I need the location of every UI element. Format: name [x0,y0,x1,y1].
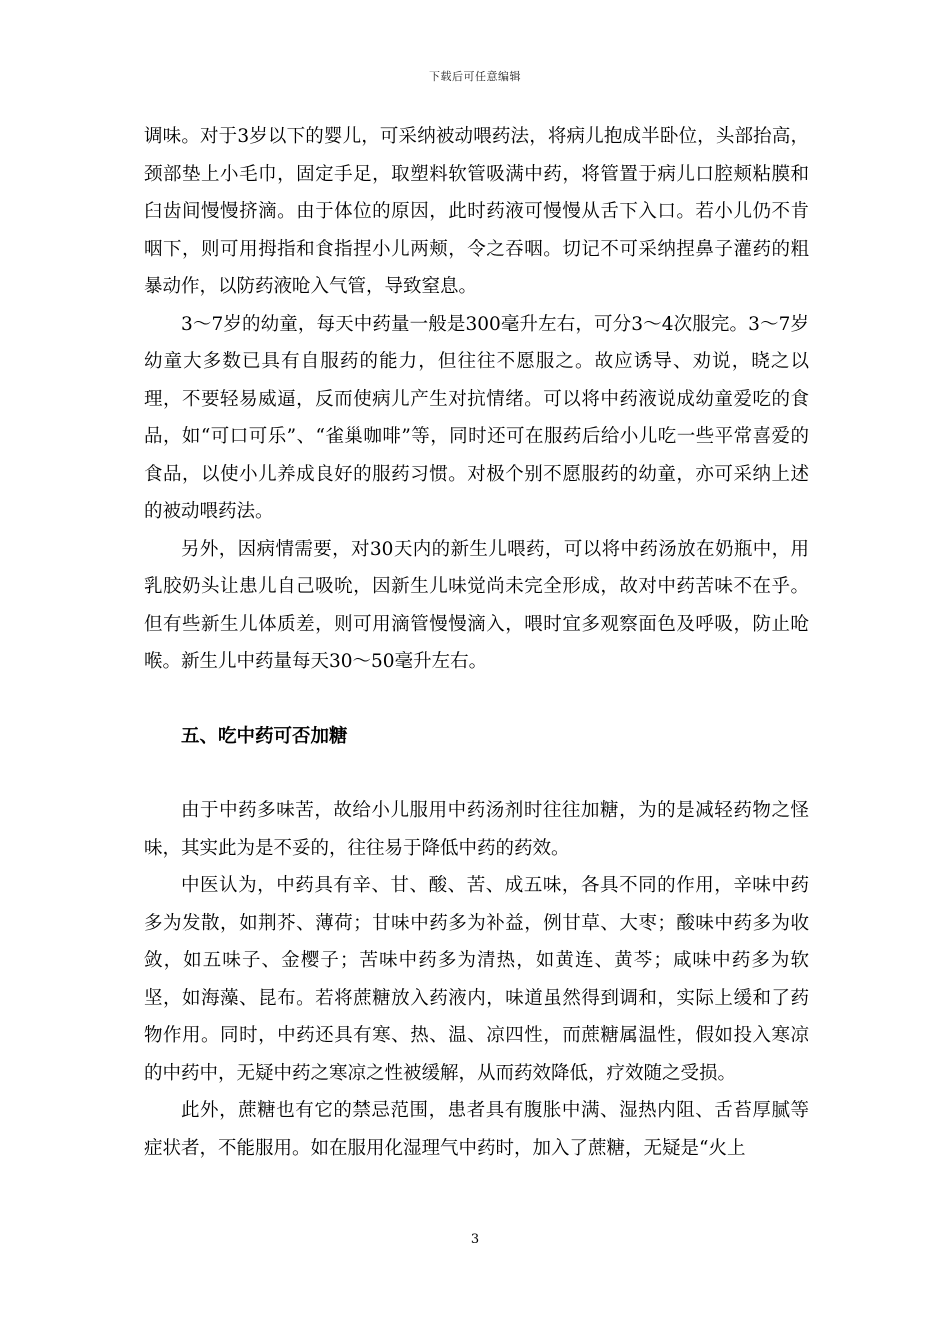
paragraph-6: 此外，蔗糖也有它的禁忌范围，患者具有腹胀中满、湿热内阻、舌苔厚腻等症状者，不能服用。如在服用化湿理气中药时，加入了蔗糖，无疑是“火上 [144,1100,809,1159]
paragraph-5: 中医认为，中药具有辛、甘、酸、苦、成五味，各具不同的作用，辛味中药多为发散，如荆芥、薄荷；甘味中药多为补益，例甘草、大枣；酸味中药多为收敛，如五味子、金樱子；苦味中药多为清热，如黄连、黄芩；咸味中药多为软坚，如海藻、昆布。若将蔗糖放入药液内，味道虽然得到调和，实际上缓和了药物作用。同时，中药还具有寒、热、温、凉四性，而蔗糖属温性，假如投入寒凉的中药中，无疑中药之寒凉之性被缓解，从而药效降低，疗效随之受损。 [144,875,809,1084]
document-body [144,118,809,1167]
paragraph-4: 由于中药多味苦，故给小儿服用中药汤剂时往往加糖，为的是减轻药物之怪味，其实此为是不妥的，往往易于降低中药的药效。 [144,800,809,859]
page-header: 下载后可任意编辑 [429,70,521,83]
paragraph-3: 另外，因病情需要，对30天内的新生儿喂药，可以将中药汤放在奶瓶中，用乳胶奶头让患儿自己吸吮，因新生儿味觉尚未完全形成，故对中药苦味不在乎。但有些新生儿体质差，则可用滴管慢慢滴入，喂时宜多观察面色及呼吸，防止呛喉。新生儿中药量每天30～50毫升左右。 [144,538,809,672]
section-heading: 五、吃中药可否加糖 [181,725,348,747]
paragraph-1: 调味。对于3岁以下的婴儿，可采纳被动喂药法，将病儿抱成半卧位，头部抬高，颈部垫上小毛巾，固定手足，取塑料软管吸满中药，将管置于病儿口腔颊粘膜和臼齿间慢慢挤滴。由于体位的原因，此时药液可慢慢从舌下入口。若小儿仍不肯咽下，则可用拇指和食指捏小儿两颊，令之吞咽。切记不可采纳捏鼻子灌药的粗暴动作，以防药液呛入气管，导致窒息。 [144,126,809,297]
paragraph-2: 3～7岁的幼童，每天中药量一般是300毫升左右，可分3～4次服完。3～7岁幼童大多数已具有自服药的能力，但往往不愿服之。故应诱导、劝说，晓之以理，不要轻易威逼，反而使病儿产生对抗情绪。可以将中药液说成幼童爱吃的食品，如“可口可乐”、“雀巢咖啡”等，同时还可在服药后给小儿吃一些平常喜爱的食品，以使小儿养成良好的服药习惯。对极个别不愿服药的幼童，亦可采纳上述的被动喂药法。 [144,313,809,522]
page-number: 3 [470,1232,480,1247]
